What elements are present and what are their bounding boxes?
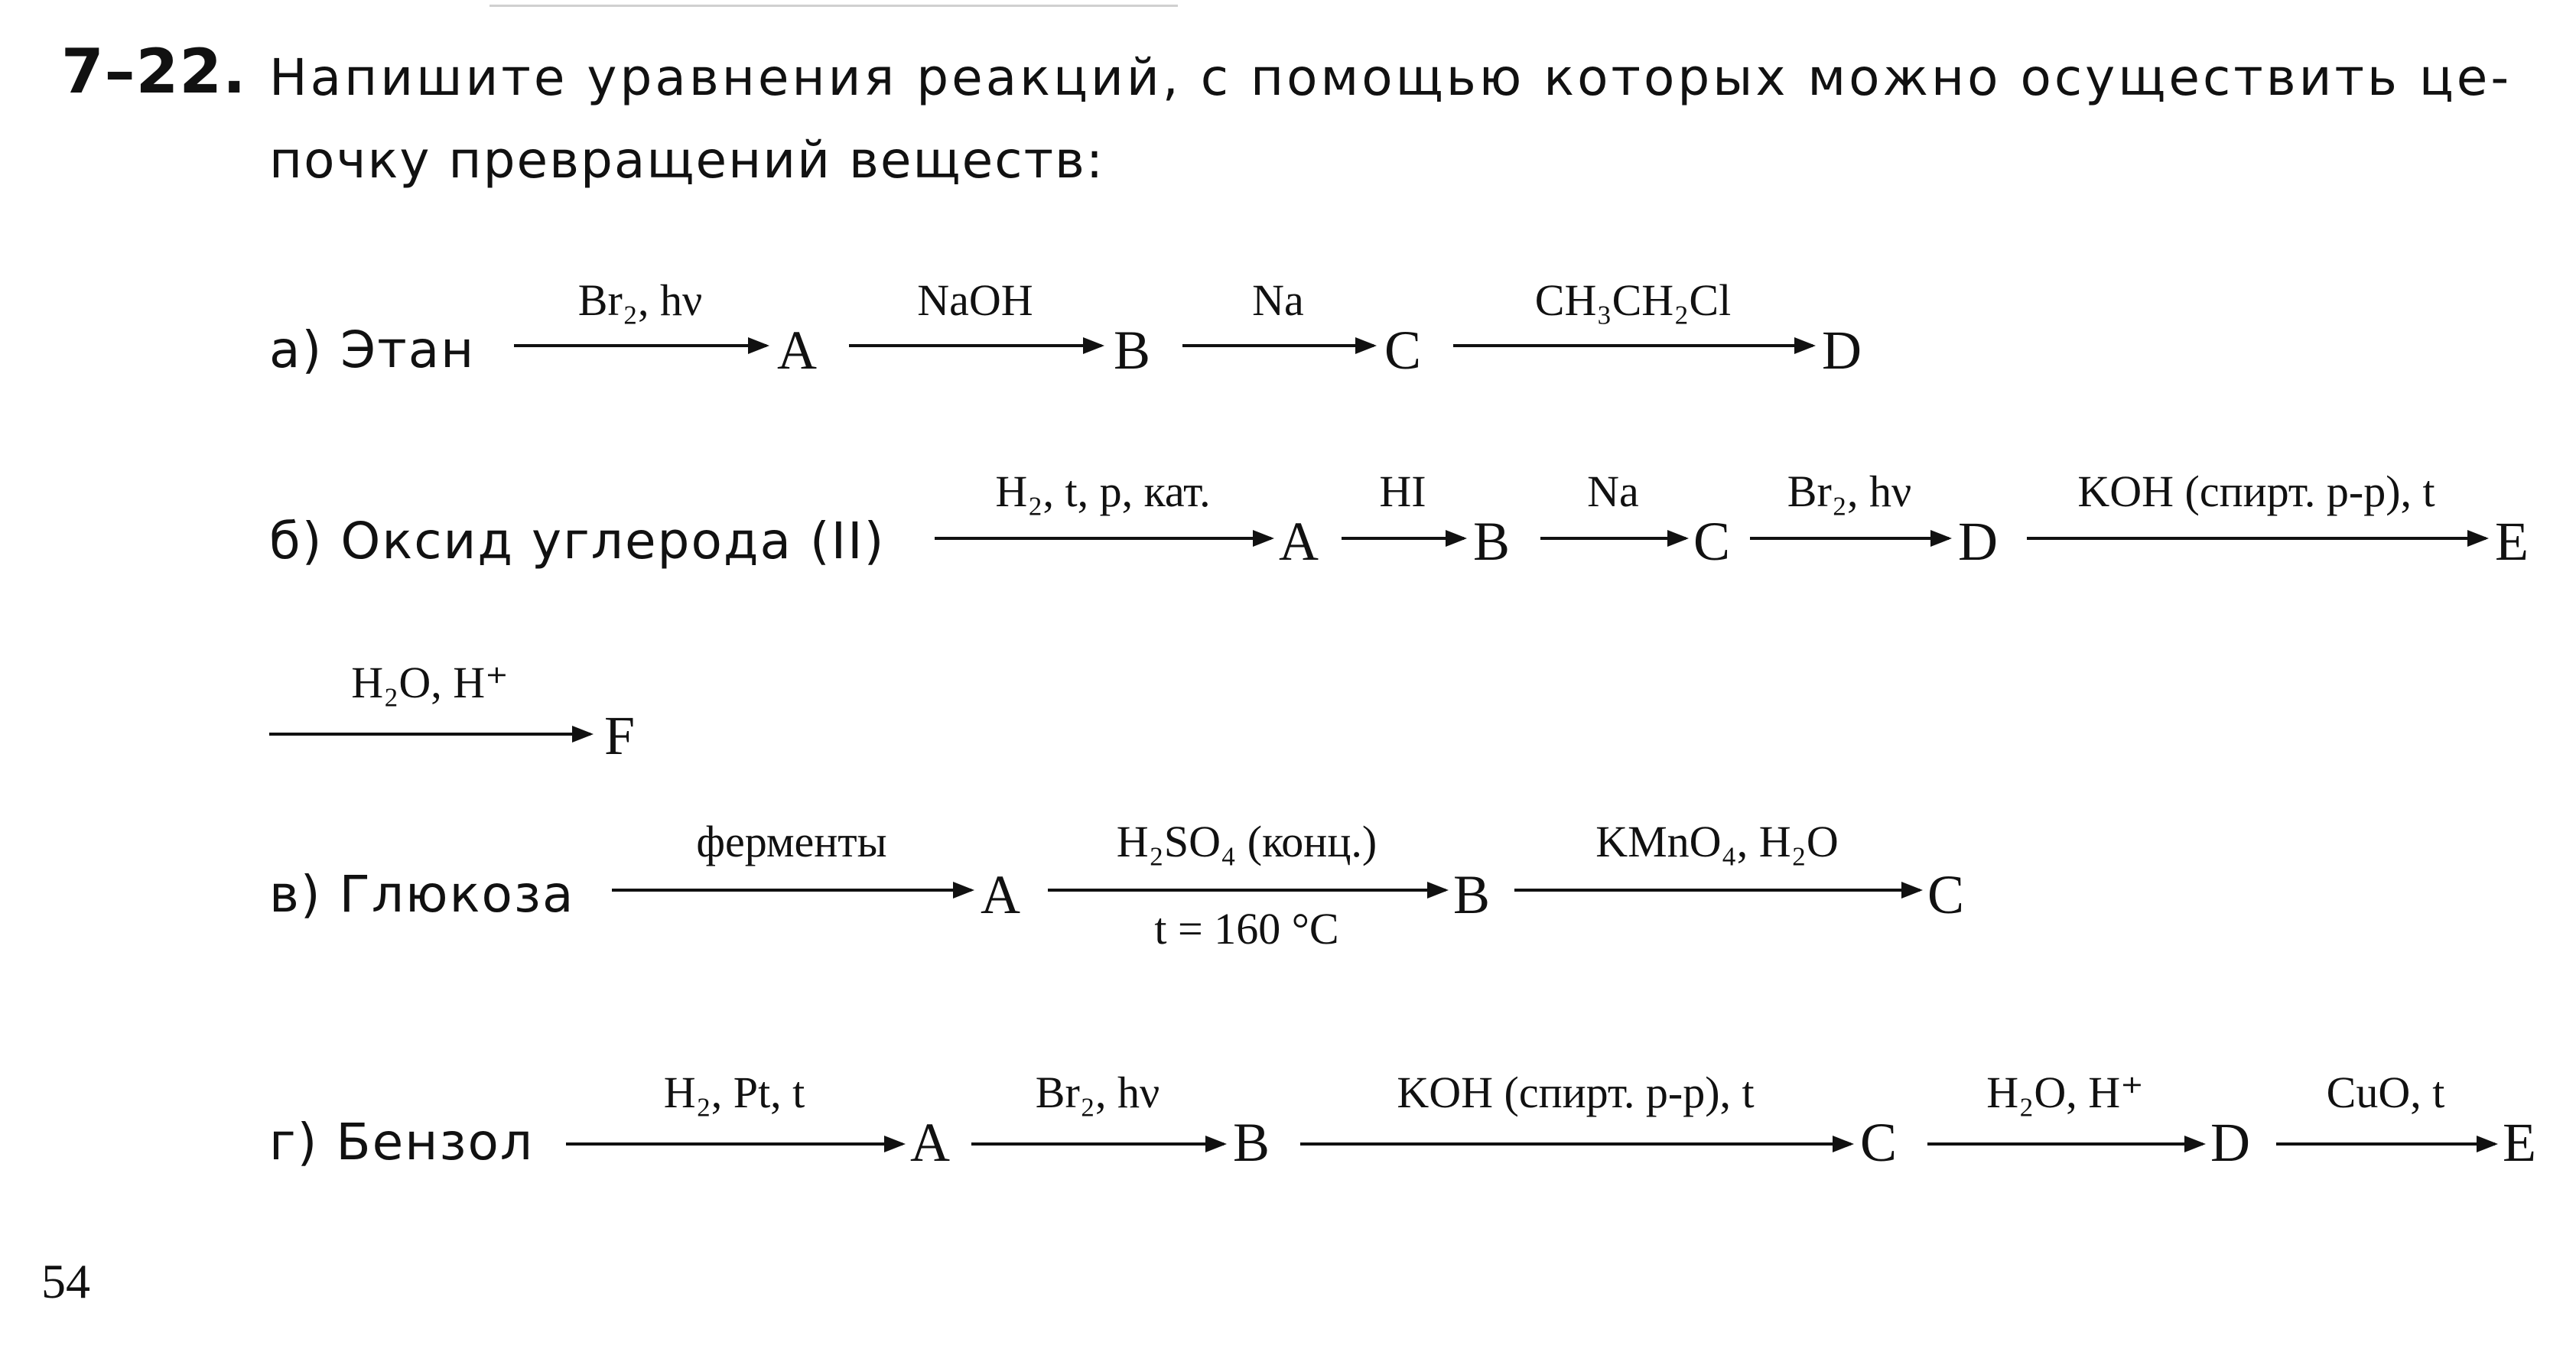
chain-a-label: а) Этан bbox=[269, 320, 476, 379]
chain-v-species-A: A bbox=[981, 864, 1020, 925]
chain-a-species-B: B bbox=[1114, 320, 1151, 381]
chain-g-species-E: E bbox=[2503, 1112, 2536, 1173]
chain-b-species-C: C bbox=[1693, 511, 1731, 572]
chain-a-species-C: C bbox=[1384, 320, 1422, 381]
reaction-arrow bbox=[1453, 344, 1813, 347]
reaction-arrow bbox=[1927, 1142, 2203, 1146]
chain-g-condition-4: H₂O, H⁺ bbox=[1986, 1068, 2144, 1117]
chain-v-condition-3: KMnO₄, H₂O bbox=[1595, 817, 1839, 866]
reaction-arrow bbox=[514, 344, 766, 347]
problem-number: 7–22. bbox=[61, 36, 247, 107]
chain-v-condition-2: H₂SO₄ (конц.) bbox=[1116, 817, 1377, 866]
chain-g-condition-3: KOH (спирт. р-р), t bbox=[1397, 1068, 1755, 1117]
chain-b-species-F: F bbox=[604, 705, 636, 766]
reaction-arrow bbox=[1182, 344, 1374, 347]
reaction-arrow bbox=[1048, 889, 1446, 892]
chain-v-species-B: B bbox=[1453, 864, 1491, 925]
chain-v-condition-2-below: t = 160 °C bbox=[1154, 904, 1339, 954]
chain-a-condition-2: NaOH bbox=[917, 275, 1033, 325]
chain-b-species-E: E bbox=[2495, 511, 2529, 572]
chain-b-species-B: B bbox=[1473, 511, 1511, 572]
reaction-arrow bbox=[612, 889, 971, 892]
chain-b-label: б) Оксид углерода (II) bbox=[269, 512, 886, 570]
reaction-arrow bbox=[1514, 889, 1920, 892]
chain-b-species-D: D bbox=[1958, 511, 1998, 572]
problem-text-line-2: почку превращений веществ: bbox=[269, 131, 1105, 190]
chain-v-condition-1: ферменты bbox=[696, 817, 887, 866]
chain-g-species-A: A bbox=[910, 1112, 950, 1173]
chain-b-condition-4: Br₂, hν bbox=[1787, 466, 1912, 516]
chain-g-condition-5: CuO, t bbox=[2326, 1068, 2445, 1117]
reaction-arrow bbox=[849, 344, 1101, 347]
reaction-arrow bbox=[1342, 537, 1464, 540]
reaction-arrow bbox=[935, 537, 1271, 540]
reaction-arrow bbox=[566, 1142, 903, 1146]
reaction-arrow bbox=[1540, 537, 1686, 540]
chain-v-species-C: C bbox=[1927, 864, 1965, 925]
reaction-arrow bbox=[269, 733, 590, 736]
chain-g-species-B: B bbox=[1233, 1112, 1270, 1173]
reaction-arrow bbox=[971, 1142, 1224, 1146]
chain-a-species-A: A bbox=[777, 320, 817, 381]
chain-b-condition-3: Na bbox=[1587, 466, 1639, 516]
chain-a-condition-4: CH₃CH₂Cl bbox=[1534, 275, 1732, 325]
chain-g-species-C: C bbox=[1860, 1112, 1898, 1173]
chain-g-species-D: D bbox=[2210, 1112, 2250, 1173]
reaction-arrow bbox=[2276, 1142, 2495, 1146]
chain-a-species-D: D bbox=[1822, 320, 1862, 381]
chain-v-label: в) Глюкоза bbox=[269, 865, 575, 924]
chain-g-condition-1: H₂, Pt, t bbox=[663, 1068, 805, 1117]
chain-b-species-A: A bbox=[1279, 511, 1319, 572]
chain-b-condition-1: H₂, t, p, кат. bbox=[995, 466, 1211, 516]
reaction-arrow bbox=[1300, 1142, 1851, 1146]
chain-b-condition-5: KOH (спирт. р-р), t bbox=[2077, 466, 2435, 516]
problem-text-line-1: Напишите уравнения реакций, с помощью которых можно осуществить це- bbox=[269, 48, 2513, 107]
page-number: 54 bbox=[41, 1254, 90, 1308]
chain-b-condition-2: HI bbox=[1379, 466, 1426, 516]
reaction-arrow bbox=[2027, 537, 2486, 540]
chain-g-label: г) Бензол bbox=[269, 1113, 535, 1172]
chain-a-condition-1: Br₂, hν bbox=[577, 275, 703, 325]
chain-g-condition-2: Br₂, hν bbox=[1035, 1068, 1160, 1117]
cropped-text-remnant bbox=[490, 0, 1178, 7]
reaction-arrow bbox=[1750, 537, 1949, 540]
chain-b-condition-6: H₂O, H⁺ bbox=[351, 658, 509, 707]
chain-a-condition-3: Na bbox=[1252, 275, 1304, 325]
